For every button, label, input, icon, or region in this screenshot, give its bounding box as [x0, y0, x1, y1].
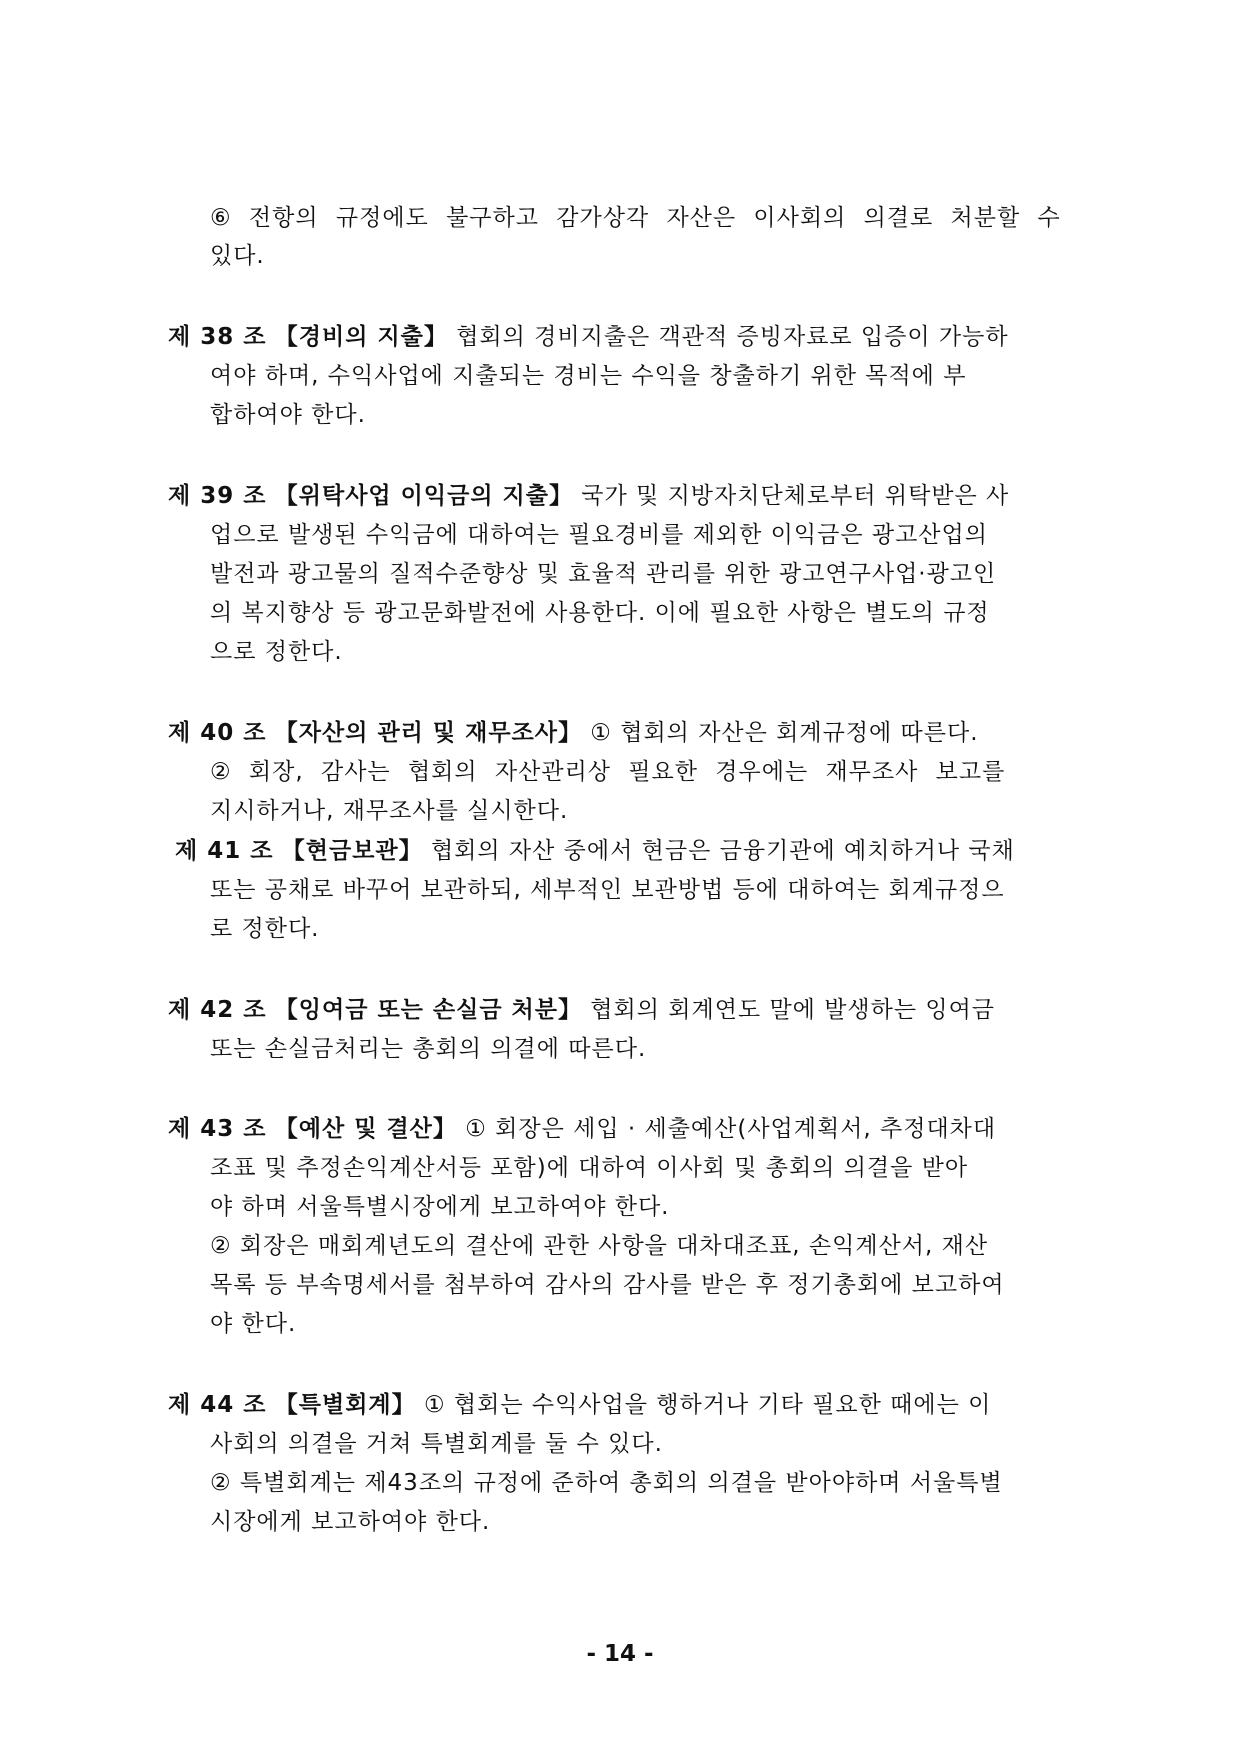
article-39-title: 【위탁사업 이익금의 지출】 — [274, 483, 573, 509]
article-38-number: 제 38 조 — [168, 324, 267, 350]
article-44-number: 제 44 조 — [168, 1392, 267, 1418]
article-43-line-2: 조표 및 추정손익계산서등 포함)에 대하여 이사회 및 총회의 의결을 받아 — [210, 1155, 969, 1181]
article-39-line-5: 으로 정한다. — [210, 639, 343, 665]
article-38-title: 【경비의 지출】 — [274, 324, 448, 350]
article-40-text: ① 협회의 자산은 회계규정에 따른다. — [590, 720, 979, 746]
article-38-line-2: 여야 하며, 수익사업에 지출되는 경비는 수익을 창출하기 위한 목적에 부 — [210, 363, 967, 389]
article-39-number: 제 39 조 — [168, 483, 267, 509]
article-44-text: ① 협회는 수익사업을 행하거나 기타 필요한 때에는 이 — [423, 1392, 992, 1418]
article-38-line-1 — [168, 320, 1009, 354]
article-44-line-3: ② 특별회계는 제43조의 규정에 준하여 총회의 의결을 받아야하며 서울특별 — [210, 1470, 1003, 1496]
article-44-line-1 — [168, 1388, 991, 1422]
article-44-title: 【특별회계】 — [274, 1392, 416, 1418]
article-43-number: 제 43 조 — [168, 1116, 267, 1142]
article-38-text: 협회의 경비지출은 객관적 증빙자료로 입증이 가능하 — [456, 324, 1009, 350]
article-41-text: 협회의 자산 중에서 현금은 금융기관에 예치하거나 국채 — [430, 838, 1015, 864]
article-42-number: 제 42 조 — [168, 997, 267, 1023]
article-43-line-6: 야 한다. — [210, 1311, 297, 1337]
article-44-line-4: 시장에게 보고하여야 한다. — [210, 1509, 491, 1535]
article-41-line-1 — [175, 834, 1015, 868]
article-43-line-3: 야 하며 서울특별시장에게 보고하여야 한다. — [210, 1194, 670, 1220]
article-43-line-5: 목록 등 부속명세서를 첨부하여 감사의 감사를 받은 후 정기총회에 보고하여 — [210, 1272, 1005, 1298]
article-42-text: 협회의 회계연도 말에 발생하는 잉여금 — [590, 997, 996, 1023]
article-41-line-2: 또는 공채로 바꾸어 보관하되, 세부적인 보관방법 등에 대하여는 회계규정으 — [210, 877, 1005, 903]
article-37-para-6-line-1: ⑥ 전항의 규정에도 불구하고 감가상각 자산은 이사회의 의결로 처분할 수 — [210, 205, 1061, 231]
article-43-line-1 — [168, 1112, 996, 1146]
article-39-line-3: 발전과 광고물의 질적수준향상 및 효율적 관리를 위한 광고연구사업·광고인 — [210, 561, 997, 587]
article-43-text: ① 회장은 세입 · 세출예산(사업계획서, 추정대차대 — [465, 1116, 997, 1142]
article-39-line-1 — [168, 479, 1009, 513]
article-43-line-4: ② 회장은 매회계년도의 결산에 관한 사항을 대차대조표, 손익계산서, 재산 — [210, 1233, 989, 1259]
article-37-para-6-line-2: 있다. — [210, 243, 265, 269]
article-42-line-2: 또는 손실금처리는 총회의 의결에 따른다. — [210, 1036, 647, 1062]
article-40-line-1 — [168, 716, 979, 750]
article-41-line-3: 로 정한다. — [210, 916, 320, 942]
article-40-line-3: 지시하거나, 재무조사를 실시한다. — [210, 798, 569, 824]
article-44-line-2: 사회의 의결을 거쳐 특별회계를 둘 수 있다. — [210, 1431, 663, 1457]
article-41-title: 【현금보관】 — [281, 838, 423, 864]
article-42-line-1 — [168, 993, 995, 1027]
article-41-number: 제 41 조 — [175, 838, 274, 864]
article-40-line-2: ② 회장, 감사는 협회의 자산관리상 필요한 경우에는 재무조사 보고를 — [210, 759, 1006, 785]
article-39-line-2: 업으로 발생된 수익금에 대하여는 필요경비를 제외한 이익금은 광고산업의 — [210, 522, 988, 548]
article-43-title: 【예산 및 결산】 — [274, 1116, 457, 1142]
article-42-title: 【잉여금 또는 손실금 처분】 — [274, 997, 582, 1023]
page-number: - 14 - — [586, 1641, 654, 1667]
article-38-line-3: 합하여야 한다. — [210, 402, 366, 428]
article-40-title: 【자산의 관리 및 재무조사】 — [274, 720, 582, 746]
article-39-line-4: 의 복지향상 등 광고문화발전에 사용한다. 이에 필요한 사항은 별도의 규정 — [210, 600, 990, 626]
article-40-number: 제 40 조 — [168, 720, 267, 746]
article-39-text: 국가 및 지방자치단체로부터 위탁받은 사 — [581, 483, 1010, 509]
